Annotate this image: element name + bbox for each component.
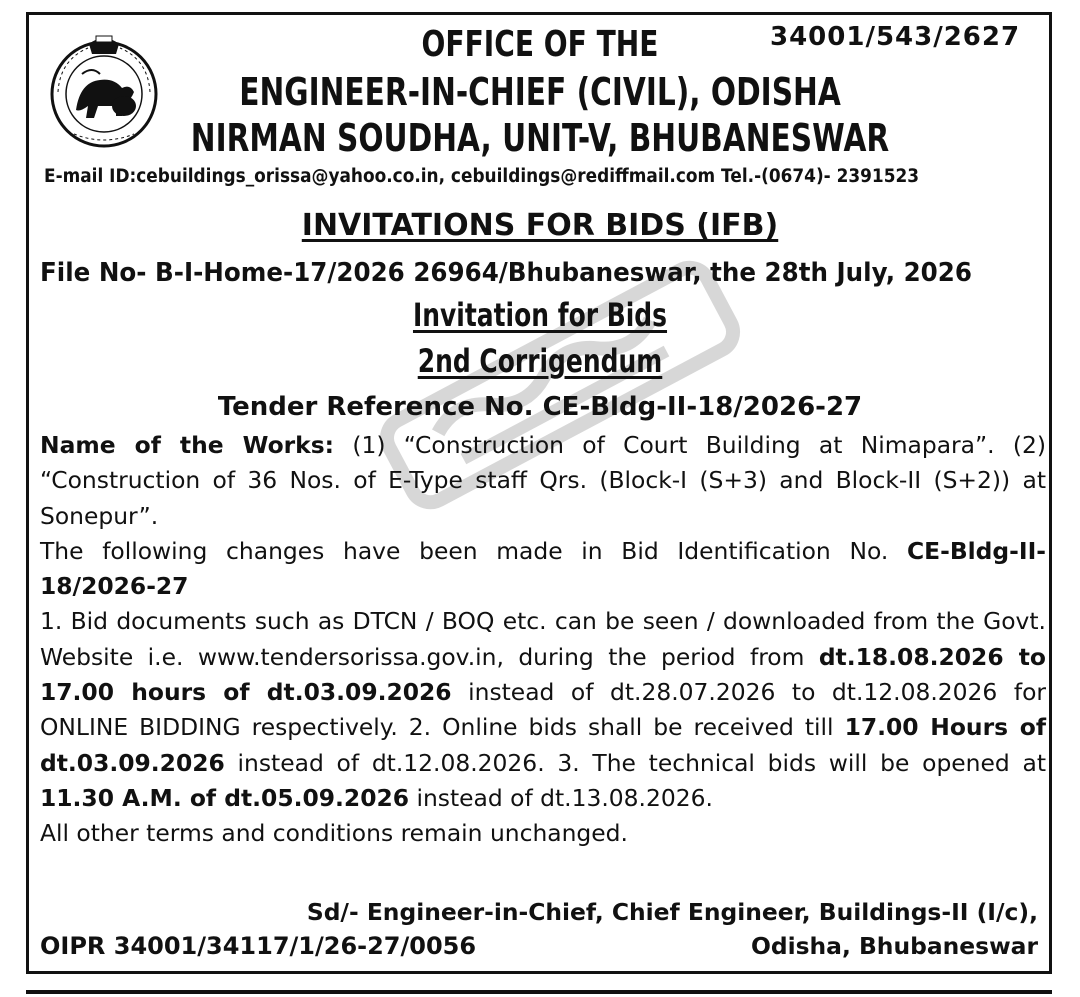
item2-deadline: 17.00 Hours of dt.03.09.2026: [40, 713, 1046, 777]
bottom-divider: [26, 990, 1052, 994]
bid-identification-no: CE-Bldg-II-18/2026-27: [40, 536, 1046, 601]
office-heading-line2: ENGINEER-IN-CHIEF (CIVIL), ODISHA: [239, 70, 841, 114]
office-heading-line3: NIRMAN SOUDHA, UNIT-V, BHUBANESWAR: [190, 116, 890, 160]
changes-text: The following changes have been made in Bid Identification No.: [40, 536, 907, 565]
item1-text: 1. Bid documents such as DTCN / BOQ etc. can be seen / downloaded from the Govt. Website i.e. www.tendersorissa.gov.in, during the period from: [40, 607, 1046, 671]
office-heading-line1: OFFICE OF THE: [421, 24, 659, 65]
works-label: Name of the Works:: [40, 431, 335, 459]
item3-text: instead of dt.12.08.2026. 3. The technical bids will be opened at: [224, 748, 1046, 777]
oipr-number: OIPR 34001/34117/1/26-27/0056: [40, 932, 477, 960]
tender-reference: Tender Reference No. CE-Bldg-II-18/2026-27: [217, 392, 863, 422]
notice-body: [40, 428, 1046, 852]
works-paragraph: [40, 428, 1046, 534]
contact-line: E-mail ID:cebuildings_orissa@yahoo.co.in, cebuildings@rediffmail.com Tel.-(0674)- 2391523: [44, 166, 920, 187]
item1-dates: dt.18.08.2026 to 17.00 hours of dt.03.09.2026: [40, 642, 1046, 707]
works-text: (1) “Construction of Court Building at Nimapara”. (2) “Construction of 36 Nos. of E-Type staff Qrs. (Block-I (S+3) and Block-II (S+2)) at Sonepur”.: [40, 431, 1046, 530]
notice-title: INVITATIONS FOR BIDS (IFB): [301, 208, 779, 243]
items-paragraph: [40, 604, 1046, 816]
signature-line2: Odisha, Bhubaneswar: [750, 932, 1038, 960]
reference-number: 34001/543/2627: [770, 22, 1021, 52]
item3-opening: 11.30 A.M. of dt.05.09.2026: [40, 783, 410, 812]
item3-tail: instead of dt.13.08.2026.: [409, 783, 713, 812]
signature-line1: Sd/- Engineer-in-Chief, Chief Engineer, Buildings-II (I/c),: [306, 898, 1038, 926]
closing-line: All other terms and conditions remain unchanged.: [40, 819, 628, 848]
corrigendum-heading: 2nd Corrigendum: [417, 342, 663, 380]
notice-subtitle: Invitation for Bids: [412, 296, 668, 334]
item2-text: instead of dt.28.07.2026 to dt.12.08.2026 for ONLINE BIDDING respectively. 2. Online bids shall be received till: [40, 678, 1047, 742]
file-number: File No- B-I-Home-17/2026 26964/Bhubaneswar, the 28th July, 2026: [40, 258, 972, 288]
changes-paragraph: [40, 534, 1046, 605]
